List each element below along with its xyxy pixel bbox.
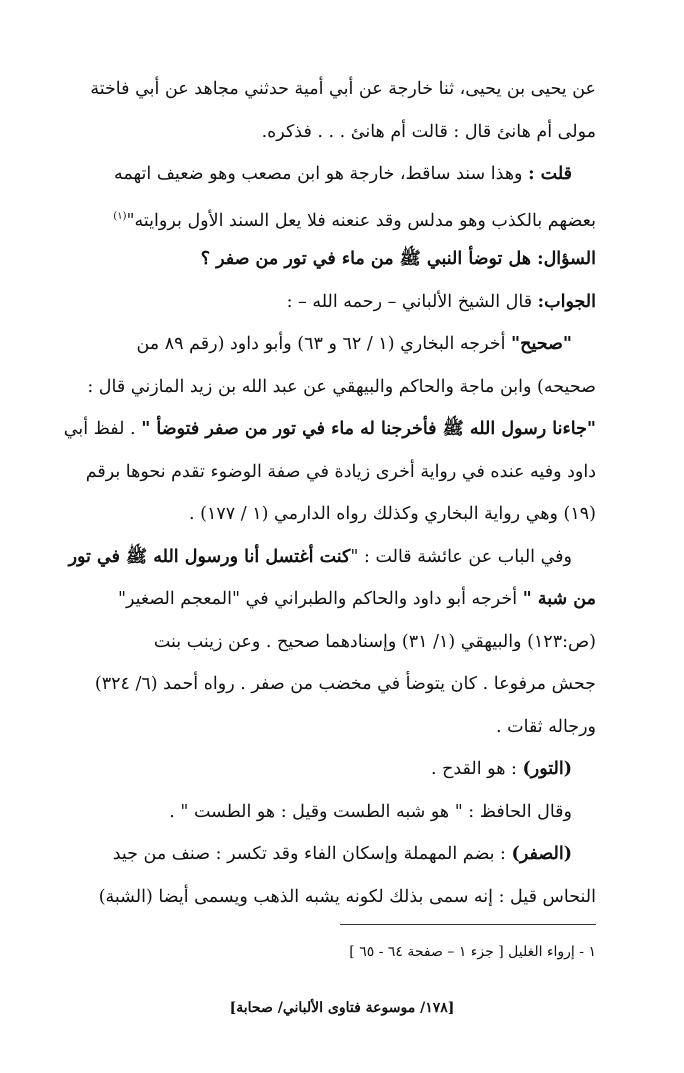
text-line-9-body: . لفظ أبي [63, 419, 136, 439]
hadith-2: كنت أغتسل أنا ورسول الله ﷺ في تور [68, 546, 351, 567]
page-footer: [١٧٨/ موسوعة فتاوى الألباني/ صحابة] [229, 1000, 455, 1016]
text-line-12-body: وفي الباب عن عائشة قالت : " [350, 546, 572, 567]
footnote-marker: (١) [113, 210, 127, 222]
footnote: ١ - إرواء الغليل [ جزء ١ – صفحة ٦٤ - ٦٥ ] [349, 944, 596, 960]
footnote-divider [340, 924, 596, 925]
text-line-14: (ص:١٢٣) والبيهقي (١/ ٣١) وإسنادهما صحيح . وعن زينب بنت [153, 631, 596, 652]
text-line-16: ورجاله ثقات . [496, 716, 596, 737]
answer-label: الجواب: [537, 291, 596, 312]
text-line-1: عن يحيى بن يحيى، ثنا خارجة عن أبي أمية حدثني مجاهد عن أبي فاختة [90, 79, 596, 99]
text-line-12 [68, 536, 596, 579]
qult-label: قلت : [528, 164, 572, 184]
text-line-7-body: أخرجه البخاري (١ / ٦٢ و ٦٣) وأبو داود (رقم ٨٩ من [136, 334, 506, 354]
text-line-13-body: أخرجه أبو داود والحاكم والطبراني في "المعجم الصغير" [117, 589, 518, 609]
question-text: هل توضأ النبي ﷺ من ماء في تور من صفر ؟ [200, 249, 532, 269]
hadith-1: "جاءنا رسول الله ﷺ فأخرجنا له ماء في تور من صفر فتوضأ " [141, 419, 596, 439]
text-line-18: وقال الحافظ : " هو شبه الطست وقيل : هو الطست " . [169, 801, 572, 822]
answer-line [88, 281, 596, 324]
text-line-10: داود وفيه عنده في رواية أخرى زيادة في صفة الوضوء تقدم نحوها برقم [85, 461, 596, 482]
text-line-8: صحيحه) وابن ماجة والحاكم والبيهقي عن عبد الله بن زيد المازني قال : [87, 376, 596, 397]
question-line [88, 238, 596, 281]
question-label: السؤال: [537, 249, 596, 269]
text-line-17 [88, 748, 596, 791]
text-line-4 [88, 196, 596, 239]
sufr-term: (الصفر) [511, 844, 572, 864]
sahih-label: "صحيح" [511, 334, 572, 354]
text-line-9 [63, 408, 596, 451]
text-line-3-body: وهذا سند ساقط، خارجة هو ابن مصعب وهو ضعيف اتهمه [113, 164, 523, 184]
text-line-13 [88, 578, 596, 621]
page-body [63, 68, 596, 918]
hadith-2-end: من شبة " [522, 589, 596, 609]
text-line-11: (١٩) وهي رواية البخاري وكذلك رواه الدارمي (١ / ١٧٧) . [189, 504, 596, 524]
text-line-3 [88, 153, 596, 196]
text-line-2: مولى أم هانئ قال : قالت أم هانئ . . . فذكره. [261, 121, 596, 142]
text-line-15: جحش مرفوعا . كان يتوضأ في مخضب من صفر . رواه أحمد (٦/ ٣٢٤) [94, 674, 596, 694]
text-line-19 [88, 833, 596, 876]
text-line-7 [88, 323, 596, 366]
text-line-4-body: بعضهم بالكذب وهو مدلس وقد عنعنه فلا يعل السند الأول بروايته" [126, 210, 596, 231]
text-line-19-body: : بضم المهملة وإسكان الفاء وقد تكسر : صنف من جيد [112, 844, 506, 864]
text-line-17-body: : هو القدح . [430, 759, 517, 779]
answer-text: قال الشيخ الألباني – رحمه الله – : [286, 291, 533, 312]
text-line-20: النحاس قيل : إنه سمى بذلك لكونه يشبه الذهب ويسمى أيضا (الشبة) [98, 886, 596, 907]
tawr-term: (التور) [522, 759, 572, 779]
